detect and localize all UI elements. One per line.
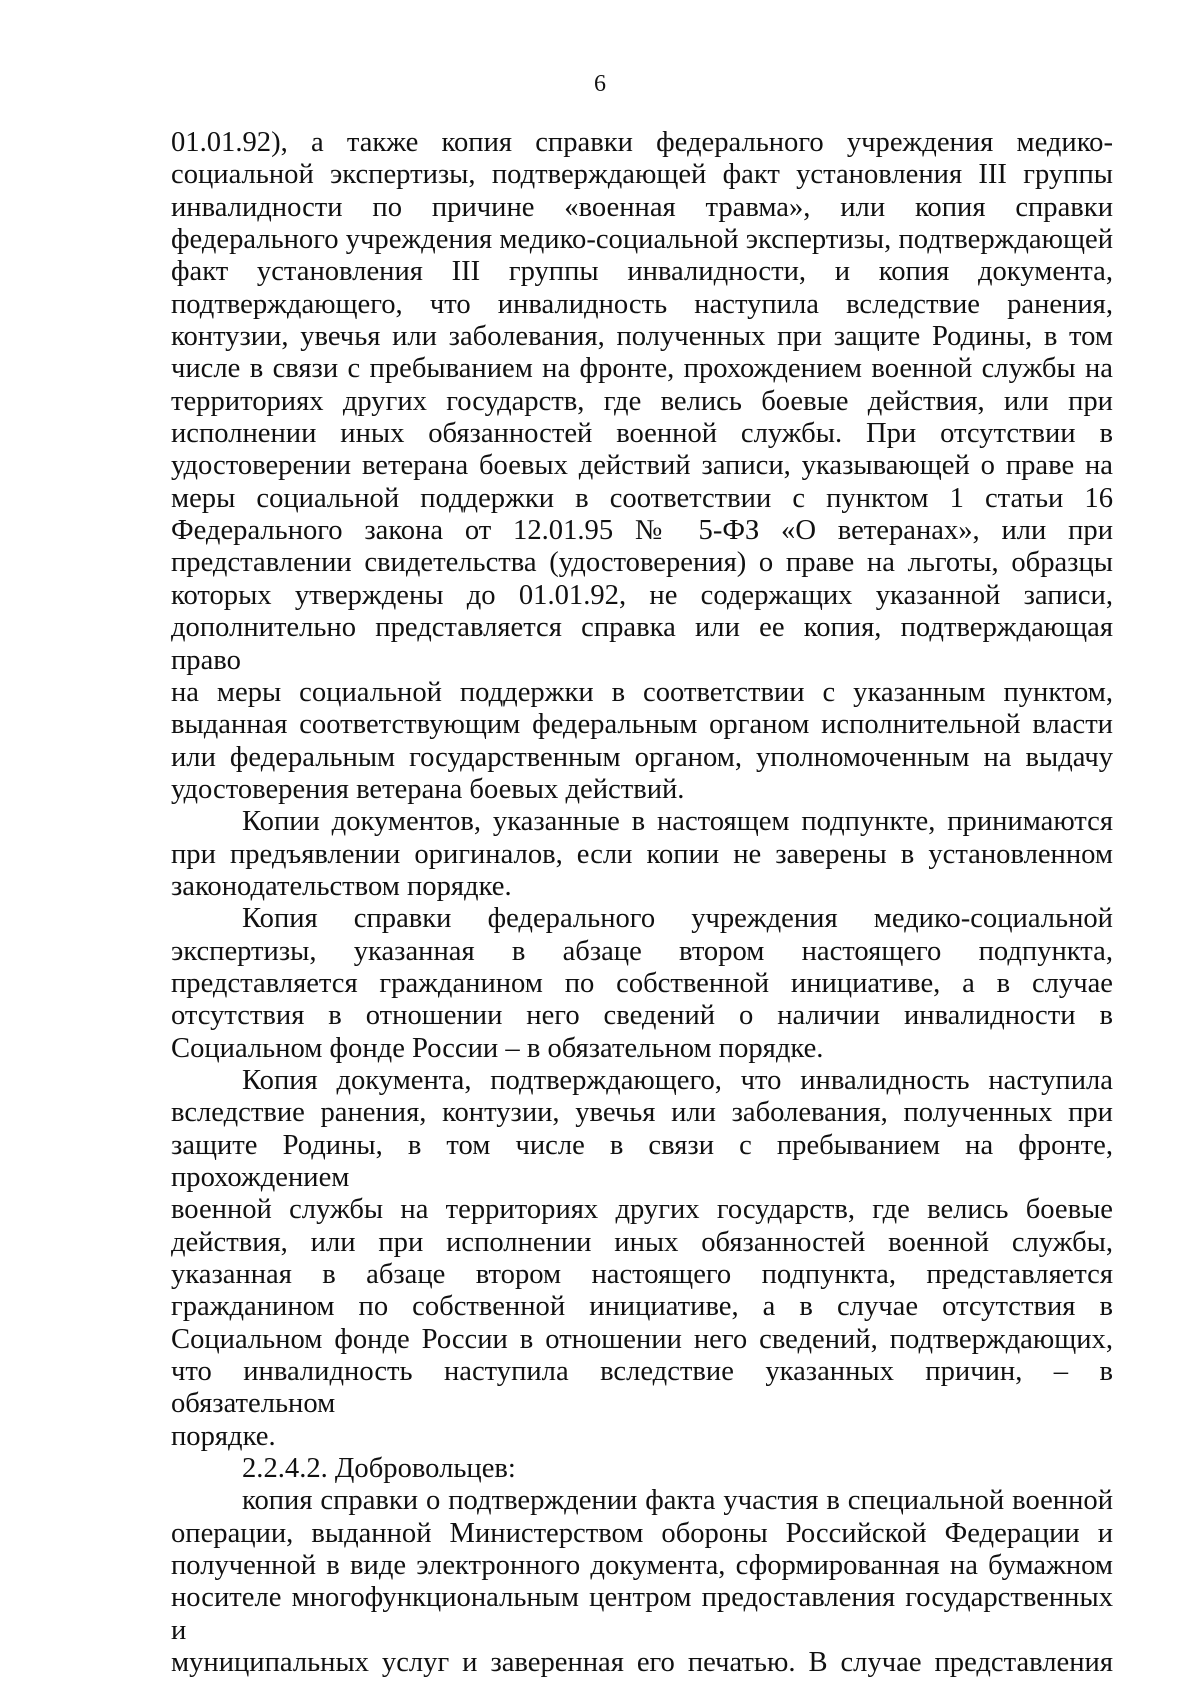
- document-line: вследствие ранения, контузии, увечья или заболевания, полученных при: [171, 1097, 1113, 1129]
- document-line: которых утверждены до 01.01.92, не содержащих указанной записи,: [171, 579, 1113, 611]
- document-line: операции, выданной Министерством обороны Российской Федерации и: [171, 1517, 1113, 1549]
- document-line: меры социальной поддержки в соответствии с пунктом 1 статьи 16: [171, 482, 1113, 514]
- document-line: исполнении иных обязанностей военной службы. При отсутствии в: [171, 418, 1113, 450]
- document-line: отсутствия в отношении него сведений о наличии инвалидности в: [171, 1000, 1113, 1032]
- document-line: числе в связи с пребыванием на фронте, прохождением военной службы на: [171, 353, 1113, 385]
- document-line: Федерального закона от 12.01.95 № 5-ФЗ «О ветеранах», или при: [171, 515, 1113, 547]
- document-line: факт установления III группы инвалидности, и копия документа,: [171, 256, 1113, 288]
- document-line: Социальном фонде России в отношении него сведений, подтверждающих,: [171, 1323, 1113, 1355]
- document-line: дополнительно представляется справка или ее копия, подтверждающая право: [171, 612, 1113, 676]
- document-line: гражданином по собственной инициативе, а в случае отсутствия в: [171, 1291, 1113, 1323]
- document-body: [171, 127, 1113, 1680]
- document-line: Копия документа, подтверждающего, что инвалидность наступила: [242, 1064, 1113, 1096]
- document-line: территориях других государств, где велись боевые действия, или при: [171, 385, 1113, 417]
- document-line: Копия справки федерального учреждения медико-социальной: [242, 903, 1113, 935]
- document-line: 01.01.92), а также копия справки федерального учреждения медико-: [171, 127, 1113, 158]
- document-line: удостоверения ветерана боевых действий.: [171, 773, 685, 805]
- document-line: подтверждающего, что инвалидность наступила вследствие ранения,: [171, 288, 1113, 320]
- document-line: что инвалидность наступила вследствие указанных причин, – в обязательном: [171, 1356, 1113, 1420]
- document-line: представлении свидетельства (удостоверения) о праве на льготы, образцы: [171, 547, 1113, 579]
- document-line: экспертизы, указанная в абзаце втором настоящего подпункта,: [171, 935, 1113, 967]
- document-line: 2.2.4.2. Добровольцев:: [242, 1453, 516, 1485]
- document-line: полученной в виде электронного документа, сформированная на бумажном: [171, 1550, 1113, 1582]
- document-line: носителе многофункциональным центром предоставления государственных и: [171, 1582, 1113, 1646]
- document-line: законодательством порядке.: [171, 870, 512, 902]
- document-line: федерального учреждения медико-социальной экспертизы, подтверждающей: [171, 224, 1113, 256]
- document-line: порядке.: [171, 1420, 276, 1452]
- page-number: 6: [594, 71, 606, 97]
- document-line: указанная в абзаце втором настоящего подпункта, представляется: [171, 1259, 1113, 1291]
- document-line: инвалидности по причине «военная травма», или копия справки: [171, 191, 1113, 223]
- document-line: контузии, увечья или заболевания, полученных при защите Родины, в том: [171, 321, 1113, 353]
- document-line: на меры социальной поддержки в соответствии с указанным пунктом,: [171, 676, 1113, 708]
- document-line: Социальном фонде России – в обязательном порядке.: [171, 1032, 824, 1064]
- document-line: Копии документов, указанные в настоящем подпункте, принимаются: [242, 806, 1113, 838]
- document-line: действия, или при исполнении иных обязанностей военной службы,: [171, 1226, 1113, 1258]
- document-line: выданная соответствующим федеральным органом исполнительной власти: [171, 709, 1113, 741]
- document-line: защите Родины, в том числе в связи с пребыванием на фронте, прохождением: [171, 1129, 1113, 1193]
- document-line: копия справки о подтверждении факта участия в специальной военной: [242, 1485, 1113, 1517]
- document-line: удостоверении ветерана боевых действий записи, указывающей о праве на: [171, 450, 1113, 482]
- document-line: при предъявлении оригиналов, если копии не заверены в установленном: [171, 838, 1113, 870]
- document-line: муниципальных услуг и заверенная его печатью. В случае представления: [171, 1647, 1113, 1679]
- document-line: представляется гражданином по собственной инициативе, а в случае: [171, 967, 1113, 999]
- document-line: социальной экспертизы, подтверждающей факт установления III группы: [171, 159, 1113, 191]
- document-line: военной службы на территориях других государств, где велись боевые: [171, 1194, 1113, 1226]
- document-line: или федеральным государственным органом, уполномоченным на выдачу: [171, 741, 1113, 773]
